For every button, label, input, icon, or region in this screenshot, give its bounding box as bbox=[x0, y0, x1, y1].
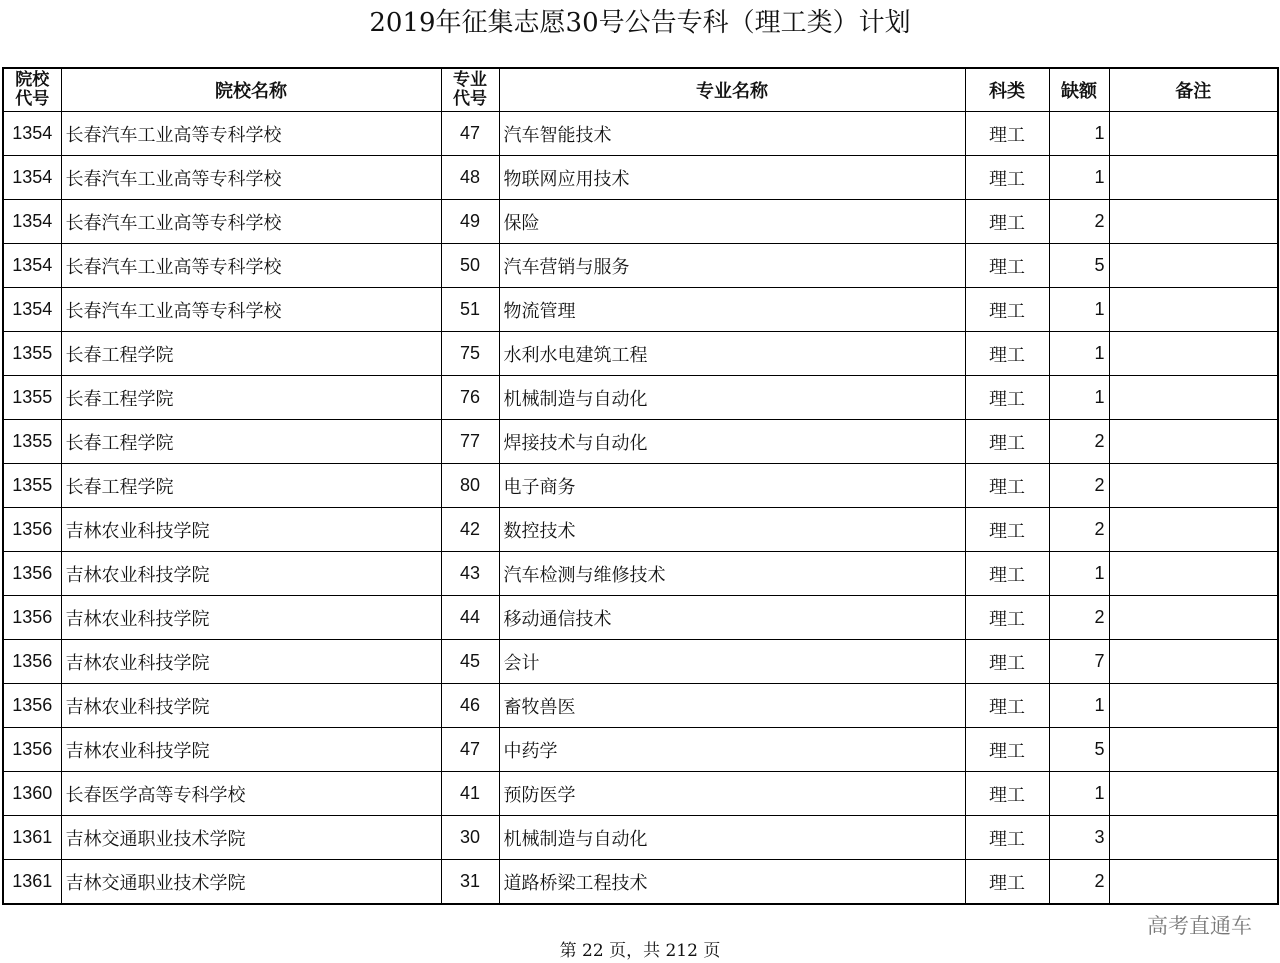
cell-school-name: 长春汽车工业高等专科学校 bbox=[61, 288, 441, 332]
cell-major-name: 畜牧兽医 bbox=[499, 684, 965, 728]
cell-school-name: 长春汽车工业高等专科学校 bbox=[61, 112, 441, 156]
cell-school-name: 长春汽车工业高等专科学校 bbox=[61, 200, 441, 244]
cell-category: 理工 bbox=[965, 772, 1049, 816]
cell-quota: 7 bbox=[1049, 640, 1109, 684]
cell-category: 理工 bbox=[965, 376, 1049, 420]
cell-note bbox=[1109, 772, 1278, 816]
cell-major-code: 75 bbox=[441, 332, 499, 376]
cell-note bbox=[1109, 464, 1278, 508]
cell-quota: 1 bbox=[1049, 376, 1109, 420]
cell-school-name: 长春汽车工业高等专科学校 bbox=[61, 156, 441, 200]
cell-category: 理工 bbox=[965, 640, 1049, 684]
cell-category: 理工 bbox=[965, 552, 1049, 596]
table-row bbox=[3, 552, 1278, 596]
cell-major-name: 焊接技术与自动化 bbox=[499, 420, 965, 464]
cell-quota: 3 bbox=[1049, 816, 1109, 860]
cell-major-name: 物流管理 bbox=[499, 288, 965, 332]
cell-quota: 2 bbox=[1049, 860, 1109, 905]
cell-note bbox=[1109, 420, 1278, 464]
cell-school-name: 吉林农业科技学院 bbox=[61, 640, 441, 684]
cell-category: 理工 bbox=[965, 816, 1049, 860]
header-school-name: 院校名称 bbox=[61, 68, 441, 112]
table-row bbox=[3, 156, 1278, 200]
cell-school-code: 1361 bbox=[3, 860, 61, 905]
cell-school-code: 1355 bbox=[3, 332, 61, 376]
cell-school-name: 吉林交通职业技术学院 bbox=[61, 860, 441, 905]
table-row bbox=[3, 508, 1278, 552]
cell-major-code: 46 bbox=[441, 684, 499, 728]
table-row bbox=[3, 420, 1278, 464]
table-row bbox=[3, 376, 1278, 420]
cell-school-name: 长春工程学院 bbox=[61, 420, 441, 464]
cell-category: 理工 bbox=[965, 112, 1049, 156]
cell-major-code: 41 bbox=[441, 772, 499, 816]
cell-school-name: 吉林农业科技学院 bbox=[61, 508, 441, 552]
cell-major-name: 电子商务 bbox=[499, 464, 965, 508]
cell-school-code: 1360 bbox=[3, 772, 61, 816]
table-header-row bbox=[3, 68, 1278, 112]
cell-major-name: 移动通信技术 bbox=[499, 596, 965, 640]
table-row bbox=[3, 112, 1278, 156]
cell-major-name: 汽车营销与服务 bbox=[499, 244, 965, 288]
cell-major-code: 42 bbox=[441, 508, 499, 552]
cell-category: 理工 bbox=[965, 728, 1049, 772]
cell-note bbox=[1109, 552, 1278, 596]
cell-school-code: 1356 bbox=[3, 684, 61, 728]
cell-school-code: 1355 bbox=[3, 464, 61, 508]
cell-major-code: 31 bbox=[441, 860, 499, 905]
cell-major-name: 汽车检测与维修技术 bbox=[499, 552, 965, 596]
cell-note bbox=[1109, 376, 1278, 420]
cell-school-name: 吉林农业科技学院 bbox=[61, 552, 441, 596]
table-row bbox=[3, 684, 1278, 728]
cell-note bbox=[1109, 640, 1278, 684]
cell-school-code: 1356 bbox=[3, 552, 61, 596]
cell-major-name: 会计 bbox=[499, 640, 965, 684]
cell-note bbox=[1109, 816, 1278, 860]
table-row bbox=[3, 816, 1278, 860]
cell-major-code: 30 bbox=[441, 816, 499, 860]
watermark-text: 高考直通车 bbox=[1147, 914, 1252, 938]
cell-note bbox=[1109, 288, 1278, 332]
cell-major-code: 51 bbox=[441, 288, 499, 332]
cell-school-code: 1361 bbox=[3, 816, 61, 860]
table-row bbox=[3, 332, 1278, 376]
cell-note bbox=[1109, 156, 1278, 200]
cell-quota: 5 bbox=[1049, 728, 1109, 772]
header-major-name: 专业名称 bbox=[499, 68, 965, 112]
cell-school-name: 吉林交通职业技术学院 bbox=[61, 816, 441, 860]
cell-major-code: 77 bbox=[441, 420, 499, 464]
cell-major-name: 水利水电建筑工程 bbox=[499, 332, 965, 376]
cell-quota: 2 bbox=[1049, 200, 1109, 244]
cell-major-code: 76 bbox=[441, 376, 499, 420]
table-row bbox=[3, 464, 1278, 508]
cell-major-code: 47 bbox=[441, 112, 499, 156]
cell-school-code: 1355 bbox=[3, 420, 61, 464]
cell-major-code: 45 bbox=[441, 640, 499, 684]
cell-note bbox=[1109, 332, 1278, 376]
cell-school-name: 吉林农业科技学院 bbox=[61, 684, 441, 728]
header-note: 备注 bbox=[1109, 68, 1278, 112]
cell-major-name: 保险 bbox=[499, 200, 965, 244]
cell-school-name: 长春汽车工业高等专科学校 bbox=[61, 244, 441, 288]
cell-category: 理工 bbox=[965, 288, 1049, 332]
cell-quota: 2 bbox=[1049, 464, 1109, 508]
cell-school-code: 1355 bbox=[3, 376, 61, 420]
cell-quota: 2 bbox=[1049, 420, 1109, 464]
cell-major-code: 48 bbox=[441, 156, 499, 200]
cell-quota: 1 bbox=[1049, 684, 1109, 728]
page-footer: 第 22 页，共 212 页 bbox=[559, 941, 721, 961]
cell-quota: 2 bbox=[1049, 596, 1109, 640]
cell-major-name: 汽车智能技术 bbox=[499, 112, 965, 156]
cell-note bbox=[1109, 684, 1278, 728]
cell-school-name: 长春工程学院 bbox=[61, 376, 441, 420]
cell-note bbox=[1109, 596, 1278, 640]
header-major-code: 专业 代号 bbox=[441, 68, 499, 112]
cell-major-code: 50 bbox=[441, 244, 499, 288]
cell-major-name: 数控技术 bbox=[499, 508, 965, 552]
page-title: 2019年征集志愿30号公告专科（理工类）计划 bbox=[369, 8, 911, 38]
cell-quota: 1 bbox=[1049, 772, 1109, 816]
cell-quota: 1 bbox=[1049, 288, 1109, 332]
cell-category: 理工 bbox=[965, 684, 1049, 728]
cell-school-code: 1354 bbox=[3, 156, 61, 200]
header-school-code: 院校 代号 bbox=[3, 68, 61, 112]
enrollment-plan-table bbox=[2, 67, 1279, 905]
cell-major-code: 80 bbox=[441, 464, 499, 508]
cell-school-code: 1354 bbox=[3, 244, 61, 288]
cell-quota: 2 bbox=[1049, 508, 1109, 552]
table-row bbox=[3, 772, 1278, 816]
cell-school-name: 长春工程学院 bbox=[61, 464, 441, 508]
cell-category: 理工 bbox=[965, 200, 1049, 244]
cell-category: 理工 bbox=[965, 596, 1049, 640]
cell-quota: 1 bbox=[1049, 112, 1109, 156]
cell-major-code: 47 bbox=[441, 728, 499, 772]
cell-major-name: 物联网应用技术 bbox=[499, 156, 965, 200]
cell-category: 理工 bbox=[965, 420, 1049, 464]
table-row bbox=[3, 860, 1278, 905]
cell-school-name: 吉林农业科技学院 bbox=[61, 596, 441, 640]
cell-category: 理工 bbox=[965, 860, 1049, 905]
cell-note bbox=[1109, 112, 1278, 156]
cell-major-name: 机械制造与自动化 bbox=[499, 816, 965, 860]
cell-school-code: 1356 bbox=[3, 640, 61, 684]
header-quota: 缺额 bbox=[1049, 68, 1109, 112]
cell-school-code: 1354 bbox=[3, 112, 61, 156]
cell-school-code: 1354 bbox=[3, 200, 61, 244]
cell-major-name: 预防医学 bbox=[499, 772, 965, 816]
cell-category: 理工 bbox=[965, 244, 1049, 288]
cell-major-name: 机械制造与自动化 bbox=[499, 376, 965, 420]
cell-major-code: 43 bbox=[441, 552, 499, 596]
cell-school-name: 长春工程学院 bbox=[61, 332, 441, 376]
table-row bbox=[3, 288, 1278, 332]
cell-category: 理工 bbox=[965, 156, 1049, 200]
cell-note bbox=[1109, 508, 1278, 552]
cell-school-code: 1356 bbox=[3, 728, 61, 772]
table-row bbox=[3, 728, 1278, 772]
header-category: 科类 bbox=[965, 68, 1049, 112]
cell-school-code: 1356 bbox=[3, 508, 61, 552]
cell-note bbox=[1109, 200, 1278, 244]
cell-note bbox=[1109, 860, 1278, 905]
table-row bbox=[3, 244, 1278, 288]
cell-major-code: 44 bbox=[441, 596, 499, 640]
table-row bbox=[3, 640, 1278, 684]
cell-school-name: 吉林农业科技学院 bbox=[61, 728, 441, 772]
cell-category: 理工 bbox=[965, 508, 1049, 552]
cell-school-code: 1356 bbox=[3, 596, 61, 640]
cell-quota: 1 bbox=[1049, 332, 1109, 376]
cell-category: 理工 bbox=[965, 332, 1049, 376]
cell-quota: 1 bbox=[1049, 552, 1109, 596]
cell-major-name: 道路桥梁工程技术 bbox=[499, 860, 965, 905]
cell-category: 理工 bbox=[965, 464, 1049, 508]
cell-quota: 1 bbox=[1049, 156, 1109, 200]
cell-note bbox=[1109, 728, 1278, 772]
cell-note bbox=[1109, 244, 1278, 288]
table-row bbox=[3, 200, 1278, 244]
cell-quota: 5 bbox=[1049, 244, 1109, 288]
cell-major-name: 中药学 bbox=[499, 728, 965, 772]
cell-school-code: 1354 bbox=[3, 288, 61, 332]
cell-school-name: 长春医学高等专科学校 bbox=[61, 772, 441, 816]
cell-major-code: 49 bbox=[441, 200, 499, 244]
table-row bbox=[3, 596, 1278, 640]
